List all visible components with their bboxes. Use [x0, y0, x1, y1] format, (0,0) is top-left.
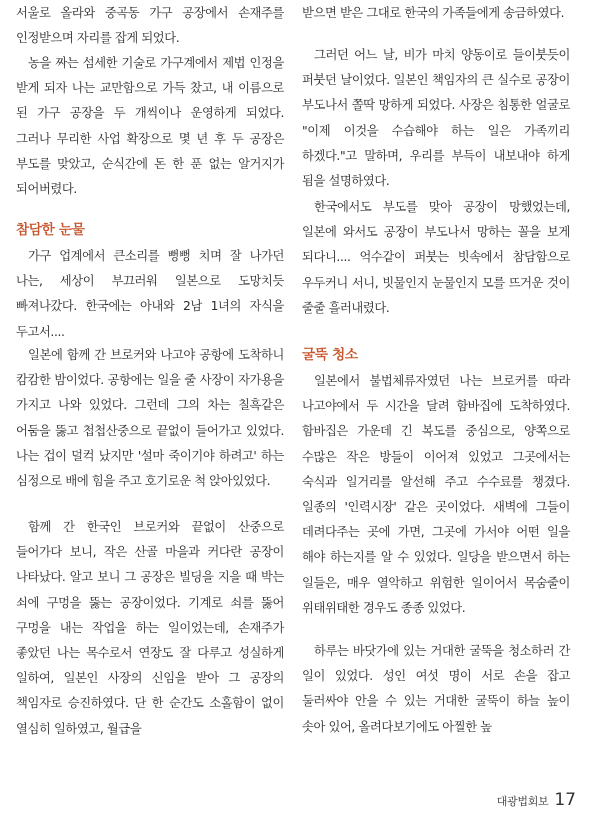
paragraph: 함께 간 한국인 브로커와 끝없이 산중으로 들어가다 보니, 작은 산골 마을과 커다란 공장이 나타났다. 알고 보니 그 공장은 빌딩을 지을 때 박는 쇠에 구멍을 뚫는 공장이었다. 기계로 쇠를 뚫어 구멍을 내는 작업을 하는 일이었는데, 손재주가 좋았던 나는 목수로서 연장도 잘 다루고 성실하게 일하여, 일본인 사장의 신임을 받아 그 공장의 책임자로 승진하였다. 단 한 순간도 소홀함이 없이 열심히 일하였고, 월급을 [16, 520, 284, 736]
section-heading: 참담한 눈물 [16, 222, 85, 238]
paragraph: 한국에서도 부도를 맞아 공장이 망했었는데, 일본에 와서도 공장이 부도나서 망하는 꼴을 보게 되다니.... 억수같이 퍼붓는 빗속에서 참담함으로 우두커니 서니, 빗물인지 눈물인지 모를 뜨거운 것이 줄줄 흘러내렸다. [302, 200, 570, 315]
paragraph: 가구 업계에서 큰소리를 뻥뻥 치며 잘 나가던 나는, 세상이 부끄러워 일본으로 도망치듯 빠져나갔다. 한국에는 아내와 2남 1녀의 자식을 두고서.... [16, 249, 284, 339]
paragraph: 하루는 바닷가에 있는 거대한 굴뚝을 청소하러 간 일이 있었다. 성인 여섯 명이 서로 손을 잡고 둘러싸야 안을 수 있는 거대한 굴뚝이 하늘 높이 솟아 있어, 올려다보기에도 아찔한 높 [302, 644, 570, 734]
paragraph: 농을 짜는 섬세한 기술로 가구계에서 제법 인정을 받게 되자 나는 교만함으로 가득 찼고, 내 이름으로 된 가구 공장을 두 개씩이나 운영하게 되었다. 그러나 무리한 사업 확장으로 몇 년 후 두 공장은 부도를 맞았고, 순식간에 돈 한 푼 없는 알거지가 되어버렸다. [16, 56, 284, 197]
paragraph: 서울로 올라와 중곡동 가구 공장에서 손재주를 인정받으며 자리를 잡게 되었다. [16, 6, 284, 46]
paragraph: 일본에 함께 간 브로커와 나고야 공항에 도착하니 캄캄한 밤이었다. 공항에는 일을 줄 사장이 자가용을 가지고 나와 있었다. 그런데 그의 차는 칠흑같은 어둠을 뚫고 첩첩산중으로 끝없이 들어가고 있었다. 나는 겁이 덜컥 났지만 '설마 죽이기야 하려고' 하는 심정으로 배에 힘을 주고 호기로운 척 앉아있었다. [16, 348, 284, 489]
paragraph: 그러던 어느 날, 비가 마치 양동이로 들이붓듯이 퍼붓던 날이었다. 일본인 책임자의 큰 실수로 공장이 부도나서 쫄딱 망하게 되었다. 사장은 침통한 얼굴로 "이제 이것을 수습해야 하는 일은 가족끼리 하겠다."고 말하며, 우리를 부득이 내보내야 하게 됨을 설명하였다. [302, 48, 570, 189]
publication-name: 대광법회보 [496, 795, 549, 808]
section-heading: 굴뚝 청소 [302, 347, 358, 363]
paragraph: 받으면 받은 그대로 한국의 가족들에게 송금하였다. [302, 6, 565, 20]
page-footer [497, 790, 576, 810]
page-number: 17 [554, 790, 576, 810]
paragraph: 일본에서 불법체류자였던 나는 브로커를 따라 나고야에서 두 시간을 달려 함바집에 도착하였다. 함바집은 가운데 긴 복도를 중심으로, 양쪽으로 수많은 작은 방들이 이어져 있었고 그곳에서는 숙식과 일거리를 알선해 주고 수수료를 챙겼다. 일종의 '인력시장' 같은 곳이었다. 새벽에 그들이 데려다주는 곳에 가면, 그곳에 가서야 어떤 일을 해야 하는지를 알 수 있었다. 일당을 받으면서 하는 일들은, 매우 열악하고 위험한 일이어서 목숨줄이 위태위태한 경우도 종종 있었다. [302, 374, 570, 615]
